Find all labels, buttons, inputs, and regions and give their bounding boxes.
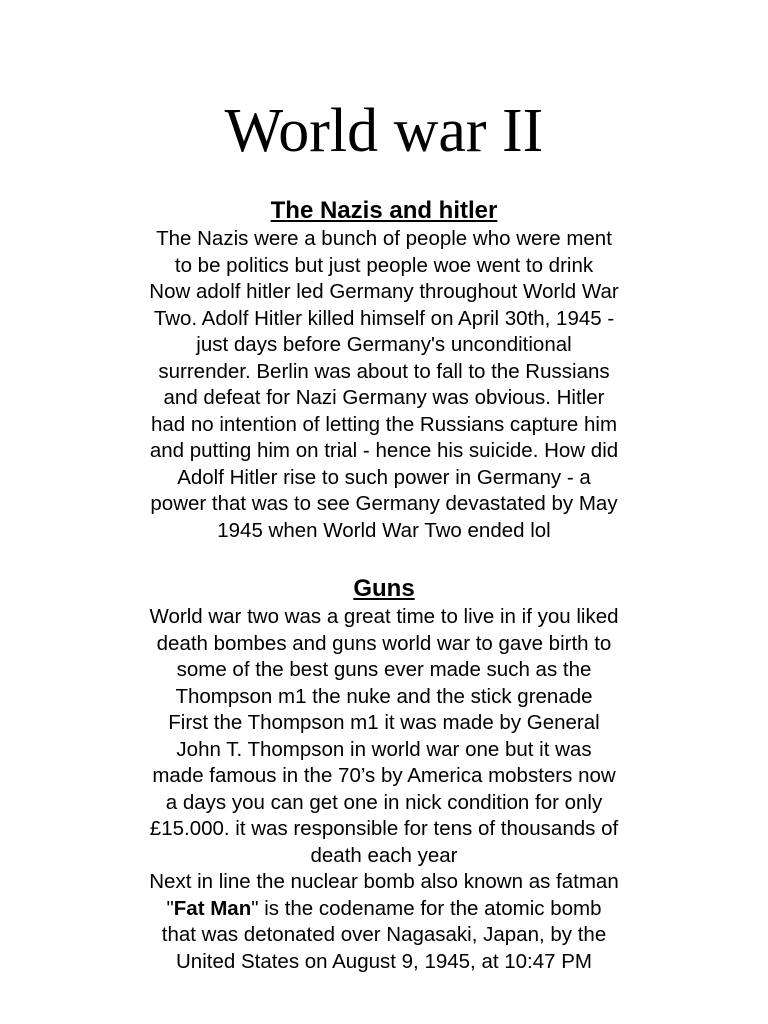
section-body [100, 226, 668, 544]
text-line: United States on August 9, 1945, at 10:47 PM [176, 949, 592, 973]
section-heading: Guns [353, 575, 415, 602]
text-line: death bombes and guns world war to gave birth to [156, 631, 612, 655]
section-heading: The Nazis and hitler [270, 197, 498, 224]
section-body [100, 604, 668, 975]
text-line: Now adolf hitler led Germany throughout World War [149, 280, 619, 303]
fat-man-bold-text: Fat Man [173, 896, 252, 920]
document-title: World war II [224, 97, 544, 165]
section-guns [100, 574, 668, 975]
text-line: surrender. Berlin was about to fall to the Russians [158, 359, 610, 383]
text-line: The Nazis were a bunch of people who were ment [156, 227, 612, 250]
section-nazis-and-hitler [100, 196, 668, 544]
text-line: made famous in the 70’s by America mobsters now [152, 764, 616, 787]
text-line: £15.000. it was responsible for tens of thousands of [149, 817, 619, 840]
text-line: that was detonated over Nagasaki, Japan, by the [161, 923, 607, 946]
fatman-line [100, 896, 668, 923]
open-quote: " [166, 896, 174, 920]
text-line: death each year [310, 843, 458, 867]
text-line: Two. Adolf Hitler killed himself on April 30th, 1945 - [153, 306, 615, 330]
text-line: a days you can get one in nick condition for only [165, 790, 603, 814]
text-line: Adolf Hitler rise to such power in Germany - a [177, 465, 591, 489]
fatman-line-rest: " is the codename for the atomic bomb [251, 896, 602, 920]
text-line: Thompson m1 the nuke and the stick grenade [175, 684, 593, 708]
text-line: just days before Germany's unconditional [196, 333, 572, 356]
text-line: had no intention of letting the Russians capture him [150, 412, 618, 436]
text-line: Next in line the nuclear bomb also known as fatman [149, 870, 619, 893]
text-line: John T. Thompson in world war one but it was [176, 737, 592, 761]
text-line: power that was to see Germany devastated by May [150, 492, 618, 515]
text-line: to be politics but just people woe went to drink [174, 253, 594, 277]
text-line: and putting him on trial - hence his suicide. How did [149, 439, 619, 462]
text-line: World war two was a great time to live in if you liked [149, 605, 619, 628]
text-line: First the Thompson m1 it was made by General [168, 711, 600, 734]
text-line: 1945 when World War Two ended lol [217, 518, 551, 542]
text-line: and defeat for Nazi Germany was obvious. Hitler [163, 386, 605, 409]
text-line: some of the best guns ever made such as the [176, 658, 592, 681]
